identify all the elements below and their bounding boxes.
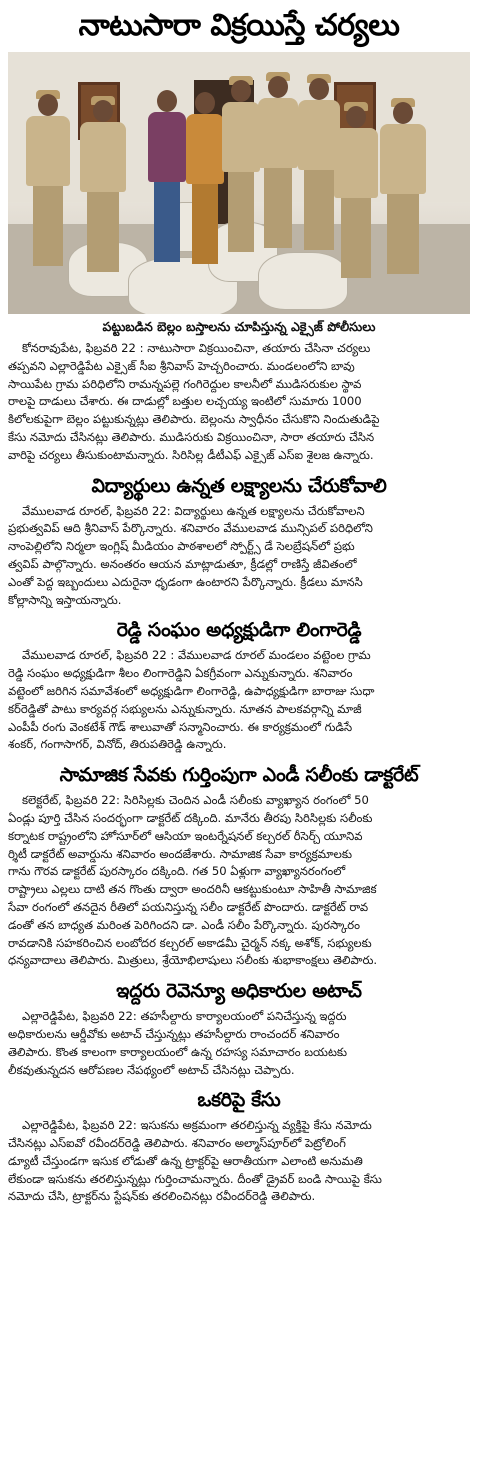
article-1 [8,0,470,465]
text-line: ఎంతో పెద్ద ఇబ్బందులు ఎదురైనా ధృడంగా ఉంటారని పేర్కొన్నారు. క్రీడలు మానసి [8,574,363,589]
text-line: ఎల్లారెడ్డిపేట, ఫిబ్రవరి 22: ఇసుకను అక్రమంగా తరలిస్తున్న వ్యక్తిపై కేసు నమోదు [22,1118,372,1133]
text-line: వారిపై చర్యలు తీసుకుంటామన్నారు. సిరిసిల్ల డీటీఎఫ్ ఎక్సైజ్ ఎస్ఐ శైలజ ఉన్నారు. [8,447,374,462]
text-line: తప్పవని ఎల్లారెడ్డిపేట ఎక్సైజ్ సీఐ శ్రీనివాస్ హెచ్చరించారు. మండలంలోని బావు [8,358,355,373]
text-line: శంకర్, గంగాసాగర్, వినోద్, తిరుపతిరెడ్డి ఉన్నారు. [8,737,227,752]
text-line: కోనరావుపేట, ఫిబ్రవరి 22 : నాటుసారా విక్రయించినా, తయారు చేసినా చర్యలు [22,341,371,355]
article-5 [8,974,470,1079]
text-line: వట్టెంలో జరిగిన సమావేశంలో అధ్యక్షుడిగా లింగారెడ్డి, ఉపాధ్యక్షుడిగా బారాజు సుధా [8,683,375,698]
text-line: సాయిపేట గ్రామ పరిధిలోని రామన్నపల్లె గంగిరెద్దుల కాలనీలో ముడిసరుకుల స్థావ [8,376,362,391]
text-line: కిలోలకుపైగా బెల్లం పట్టుకున్నట్లు తెలిపారు. బెల్లంను స్వాధీనం చేసుకొని నిందుతుడిపై [8,412,380,427]
article-2-body [8,503,470,610]
text-line: రాష్ట్రాలు ఎల్లలు దాటి తన గొంతు ద్వారా అందరినీ ఆకట్టుకుంటూ సాహితీ సామాజిక [8,882,377,897]
article-2 [8,469,470,610]
article-3-body [8,647,470,754]
text-line: తెలిపారు. కొంత కాలంగా కార్యాలయంలో ఉన్న రహస్య సమాచారం బయటకు [8,1044,347,1059]
headline-4: సామాజిక సేవకు గుర్తింపుగా ఎండీ సలీంకు డాక్టరేట్ [59,764,419,787]
text-line: ఎల్లారెడ్డిపేట, ఫిబ్రవరి 22: తహసీల్దారు కార్యాలయంలో పనిచేస్తున్న ఇద్దరు [22,1009,347,1024]
text-line: కేసు నమోదు చేసినట్లు తెలిపారు. ముడిసరుకు విక్రయించినా, సారా తయారు చేసిన [8,429,375,444]
text-line: నమోదు చేసి, ట్రాక్టర్‌ను స్టేషన్‌కు తరలించినట్లు రవీందర్‌రెడ్డి తెలిపారు. [8,1189,316,1204]
text-line: ఏండ్లు పూర్తి చేసిన సందర్భంగా డాక్టరేట్ దక్కింది. మానేరు తీరపు సిరిసిల్లకు సలీంకు [8,810,373,825]
text-line: రాలపై దాడులు చేశారు. ఈ దాడుల్లో బత్తుల లచ్చయ్య ఇంటిలో సుమారు 1000 [8,394,362,409]
text-line: డ్యూటీ చేస్తుండగా ఇసుక లోడుతో ఉన్న ట్రాక్టర్‌పై ఆరాతీయగా ఎలాంటి అనుమతి [8,1153,363,1168]
text-line: రావడానికి సహకరించిన లంబోదర కల్చరల్ అకాడమీ చైర్మన్ నక్క అశోక్, సభ్యులకు [8,935,372,950]
text-line: చేసినట్లు ఎస్ఐవో రవీందర్‌రెడ్డి తెలిపారు. శనివారం అల్మాస్‌పూర్‌లో పెట్రోలింగ్ [8,1136,346,1151]
text-line: ధన్యవాదాలు తెలిపారు. మిత్రులు, శ్రేయోభిలాషులు సలీంకు శుభాకాంక్షలు తెలిపారు. [8,953,378,968]
headline-1: నాటుసారా విక్రయిస్తే చర్యలు [78,8,400,43]
text-line: వేములవాడ రూరల్, ఫిబ్రవరి 22 : వేములవాడ రూరల్ మండలం వట్టెంల గ్రామ [22,648,371,663]
text-line: అధికారులను ఆర్డీవోకు అటాచ్ చేస్తున్నట్లు తహసీల్దారు రాంచందర్ శనివారం [8,1026,340,1041]
article-1-body [8,340,470,465]
text-line: లీకవుతున్నదన ఆరోపణల నేపథ్యంలో అటాచ్ చేసినట్లు చెప్పారు. [8,1062,295,1077]
text-line: గాను గౌరవ డాక్టరేట్ పురస్కారం దక్కింది. గత 50 ఏళ్లుగా వ్యాఖ్యానరంగంలో [8,864,346,879]
headline-2: విద్యార్థులు ఉన్నత లక్ష్యాలను చేరుకోవాలి [91,474,387,497]
headline-6: ఒకరిపై కేసు [197,1089,281,1112]
article-6-body [8,1117,470,1206]
text-line: వేములవాడ రూరల్, ఫిబ్రవరి 22: విద్యార్థులు ఉన్నత లక్ష్యాలను చేరుకోవాలని [22,503,365,518]
text-line: కర్‌రెడ్డితో పాటు కార్యవర్గ సభ్యులను ఎన్నుకున్నారు. నూతన పాలకవర్గాన్ని మాజీ [8,701,362,716]
text-line: సేవా రంగంలో తనదైన రీతిలో పయనిస్తున్న సలీం డాక్టరేట్ పొందారు. డాక్టరేట్ రావ [8,899,369,914]
news-photo [8,52,470,314]
text-line: లేకుండా ఇసుకను తరలిస్తున్నట్లు గుర్తించామన్నారు. దీంతో డ్రైవర్ బండి సాయిపై కేసు [8,1171,382,1186]
text-line: ప్రభుత్వవిప్ ఆది శ్రీనివాస్ పేర్కొన్నారు. శనివారం వేములవాడ మున్సిపల్ పరిధిలోని [8,521,373,536]
text-line: కర్నాటక రాష్ట్రంలోని హోసూర్‌లో ఆసియా ఇంటర్నేషనల్ కల్చరల్ రీసెర్చ్ యూనివ [8,828,363,843]
photo-caption: పట్టుబడిన బెల్లం బస్తాలను చూపిస్తున్న ఎక్సైజ్ పోలీసులు [102,319,376,334]
text-line: నాంపెల్లిలోని నిర్మలా ఇంగ్లిష్ మీడియం పాఠశాలలో స్పోర్ట్స్ డే సెలబ్రేషన్‌లో ప్రభు [8,539,355,554]
article-4-body [8,792,470,970]
text-line: రెడ్డి సంఘం అధ్యక్షుడిగా శీలం లింగారెడ్డిని ఏకగ్రీవంగా ఎన్నుకున్నారు. శనివారం [8,666,353,681]
text-line: కలెక్టరేట్, ఫిబ్రవరి 22: సిరిసిల్లకు చెందిన ఎండీ సలీంకు వ్యాఖ్యాన రంగంలో 50 [22,793,369,808]
article-3 [8,613,470,754]
headline-3: రెడ్డి సంఘం అధ్యక్షుడిగా లింగారెడ్డి [116,619,362,642]
article-4 [8,758,470,970]
text-line: కోల్లాసాన్ని ఇస్తాయన్నారు. [8,592,122,607]
article-5-body [8,1008,470,1079]
article-6 [8,1083,470,1206]
text-line: ఎంపీపీ రంగు వెంకటేశ్ గౌడ్ శాలువాతో సన్మానించారు. ఈ కార్యక్రమంలో గుడిసే [8,719,353,734]
text-line: ర్శిటీ డాక్టరేట్ అవార్డును శనివారం అందజేశారు. సామాజిక సేవా కార్యక్రమాలకు [8,846,352,861]
text-line: త్వవిప్ పాల్గొన్నారు. అనంతరం ఆయన మాట్లాడుతూ, క్రీడల్లో రాణిస్తే జీవితంలో [8,556,357,571]
text-line: డంతో తన బాధ్యత మరింత పెరిగిందని డా. ఎండీ సలీం పేర్కొన్నారు. పురస్కారం [8,917,360,932]
headline-5: ఇద్దరు రెవెన్యూ అధికారుల అటాచ్ [116,980,362,1003]
